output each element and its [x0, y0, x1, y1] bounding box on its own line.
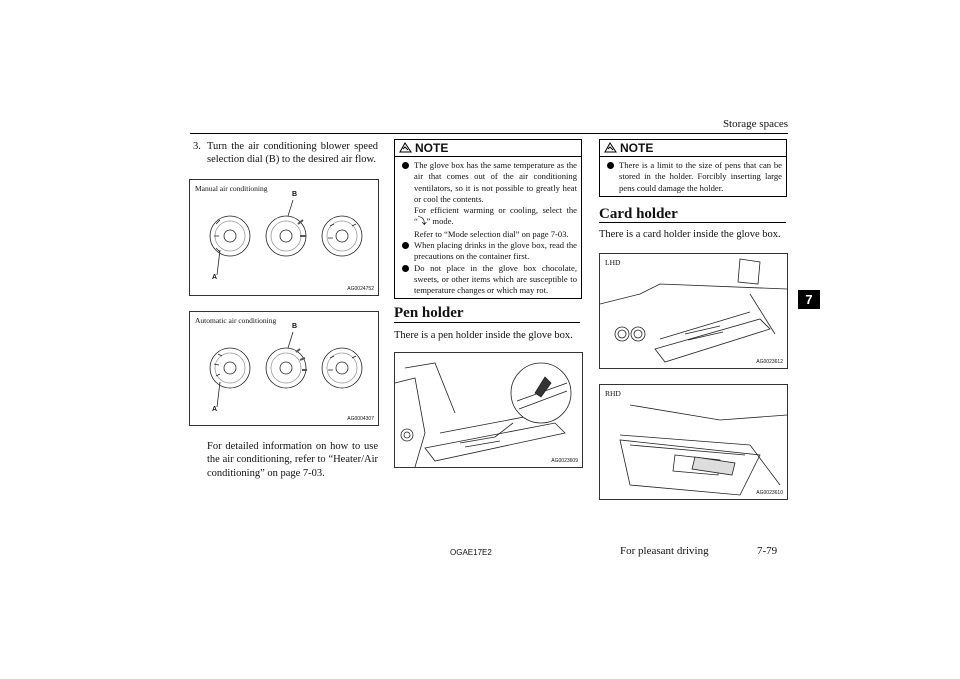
note-box-glove [394, 139, 582, 299]
bullet-icon [607, 162, 614, 169]
figure-manual-ac [189, 179, 379, 296]
label-a: A [212, 274, 218, 281]
heading-rule [394, 322, 580, 323]
pen-holder-illustration [395, 353, 582, 467]
heading-pen-holder: Pen holder [394, 305, 464, 321]
figure-title: Manual air conditioning [195, 184, 268, 193]
airflow-mode-icon: ⤵ [417, 217, 427, 228]
step-text: Turn the air conditioning blower speed selection dial (B) to the desired air flow. [207, 141, 378, 166]
figure-card-holder-rhd [599, 384, 788, 500]
figure-title: LHD [605, 258, 621, 267]
bullet-icon [402, 242, 409, 249]
refer-paragraph: For detailed information on how to use the air conditioning, refer to “Heater/Air conditioning” on page 7-03. [207, 441, 378, 479]
note-item: When placing drinks in the glove box, read the precautions on the container first. [399, 240, 577, 263]
step-number: 3. [193, 141, 201, 152]
automatic-ac-illustration [190, 312, 378, 425]
note-icon [604, 142, 617, 153]
note-item: There is a limit to the size of pens that can be stored in the holder. Forcibly inserting large pens could damage the holder. [604, 160, 782, 194]
card-holder-text: There is a card holder inside the glove box. [599, 229, 781, 240]
figure-card-holder-lhd [599, 253, 788, 369]
note-icon [399, 142, 412, 153]
footer-code: OGAE17E2 [450, 548, 492, 557]
step-3 [193, 140, 378, 167]
figure-pen-holder [394, 352, 583, 468]
note-item: Do not place in the glove box chocolate, sweets, or other items which are susceptible to temperature changes or which may rot. [399, 263, 577, 297]
note-header [600, 140, 786, 157]
header-rule [190, 133, 788, 134]
note-box-pens [599, 139, 787, 197]
chapter-tab-number: 7 [805, 292, 813, 307]
note-header [395, 140, 581, 157]
figure-code: AG0024752 [347, 286, 374, 292]
note-label: NOTE [620, 141, 654, 155]
card-holder-rhd-illustration [600, 385, 787, 499]
figure-code: AG0023609 [551, 458, 578, 464]
footer-chapter: For pleasant driving [620, 545, 709, 557]
figure-title: RHD [605, 389, 621, 398]
section-title: Storage spaces [722, 118, 788, 130]
card-holder-lhd-illustration [600, 254, 787, 368]
label-b: B [292, 191, 298, 198]
note-label: NOTE [415, 141, 449, 155]
chapter-tab [798, 290, 820, 309]
figure-automatic-ac [189, 311, 379, 426]
note-item: The glove box has the same temperature as the air that comes out of the air conditioning ventilators, so it is not possible to greatly heat or cool the contents. For efficient warming or cooling, select the “⤵” mode. Refer to “Mode selection dial” on page 7-03. [399, 160, 577, 240]
manual-ac-illustration [190, 180, 378, 295]
bullet-icon [402, 265, 409, 272]
figure-title: Automatic air conditioning [195, 316, 277, 325]
pen-holder-text: There is a pen holder inside the glove box. [394, 330, 573, 341]
figure-code: AG0004307 [347, 416, 374, 422]
figure-code: AG0023610 [756, 490, 783, 496]
bullet-icon [402, 162, 409, 169]
label-a: A [212, 406, 218, 413]
page-number: 7-79 [757, 545, 778, 557]
heading-rule [599, 222, 786, 223]
figure-code: AG0023612 [756, 359, 783, 365]
heading-card-holder: Card holder [599, 206, 678, 222]
label-b: B [292, 323, 298, 330]
